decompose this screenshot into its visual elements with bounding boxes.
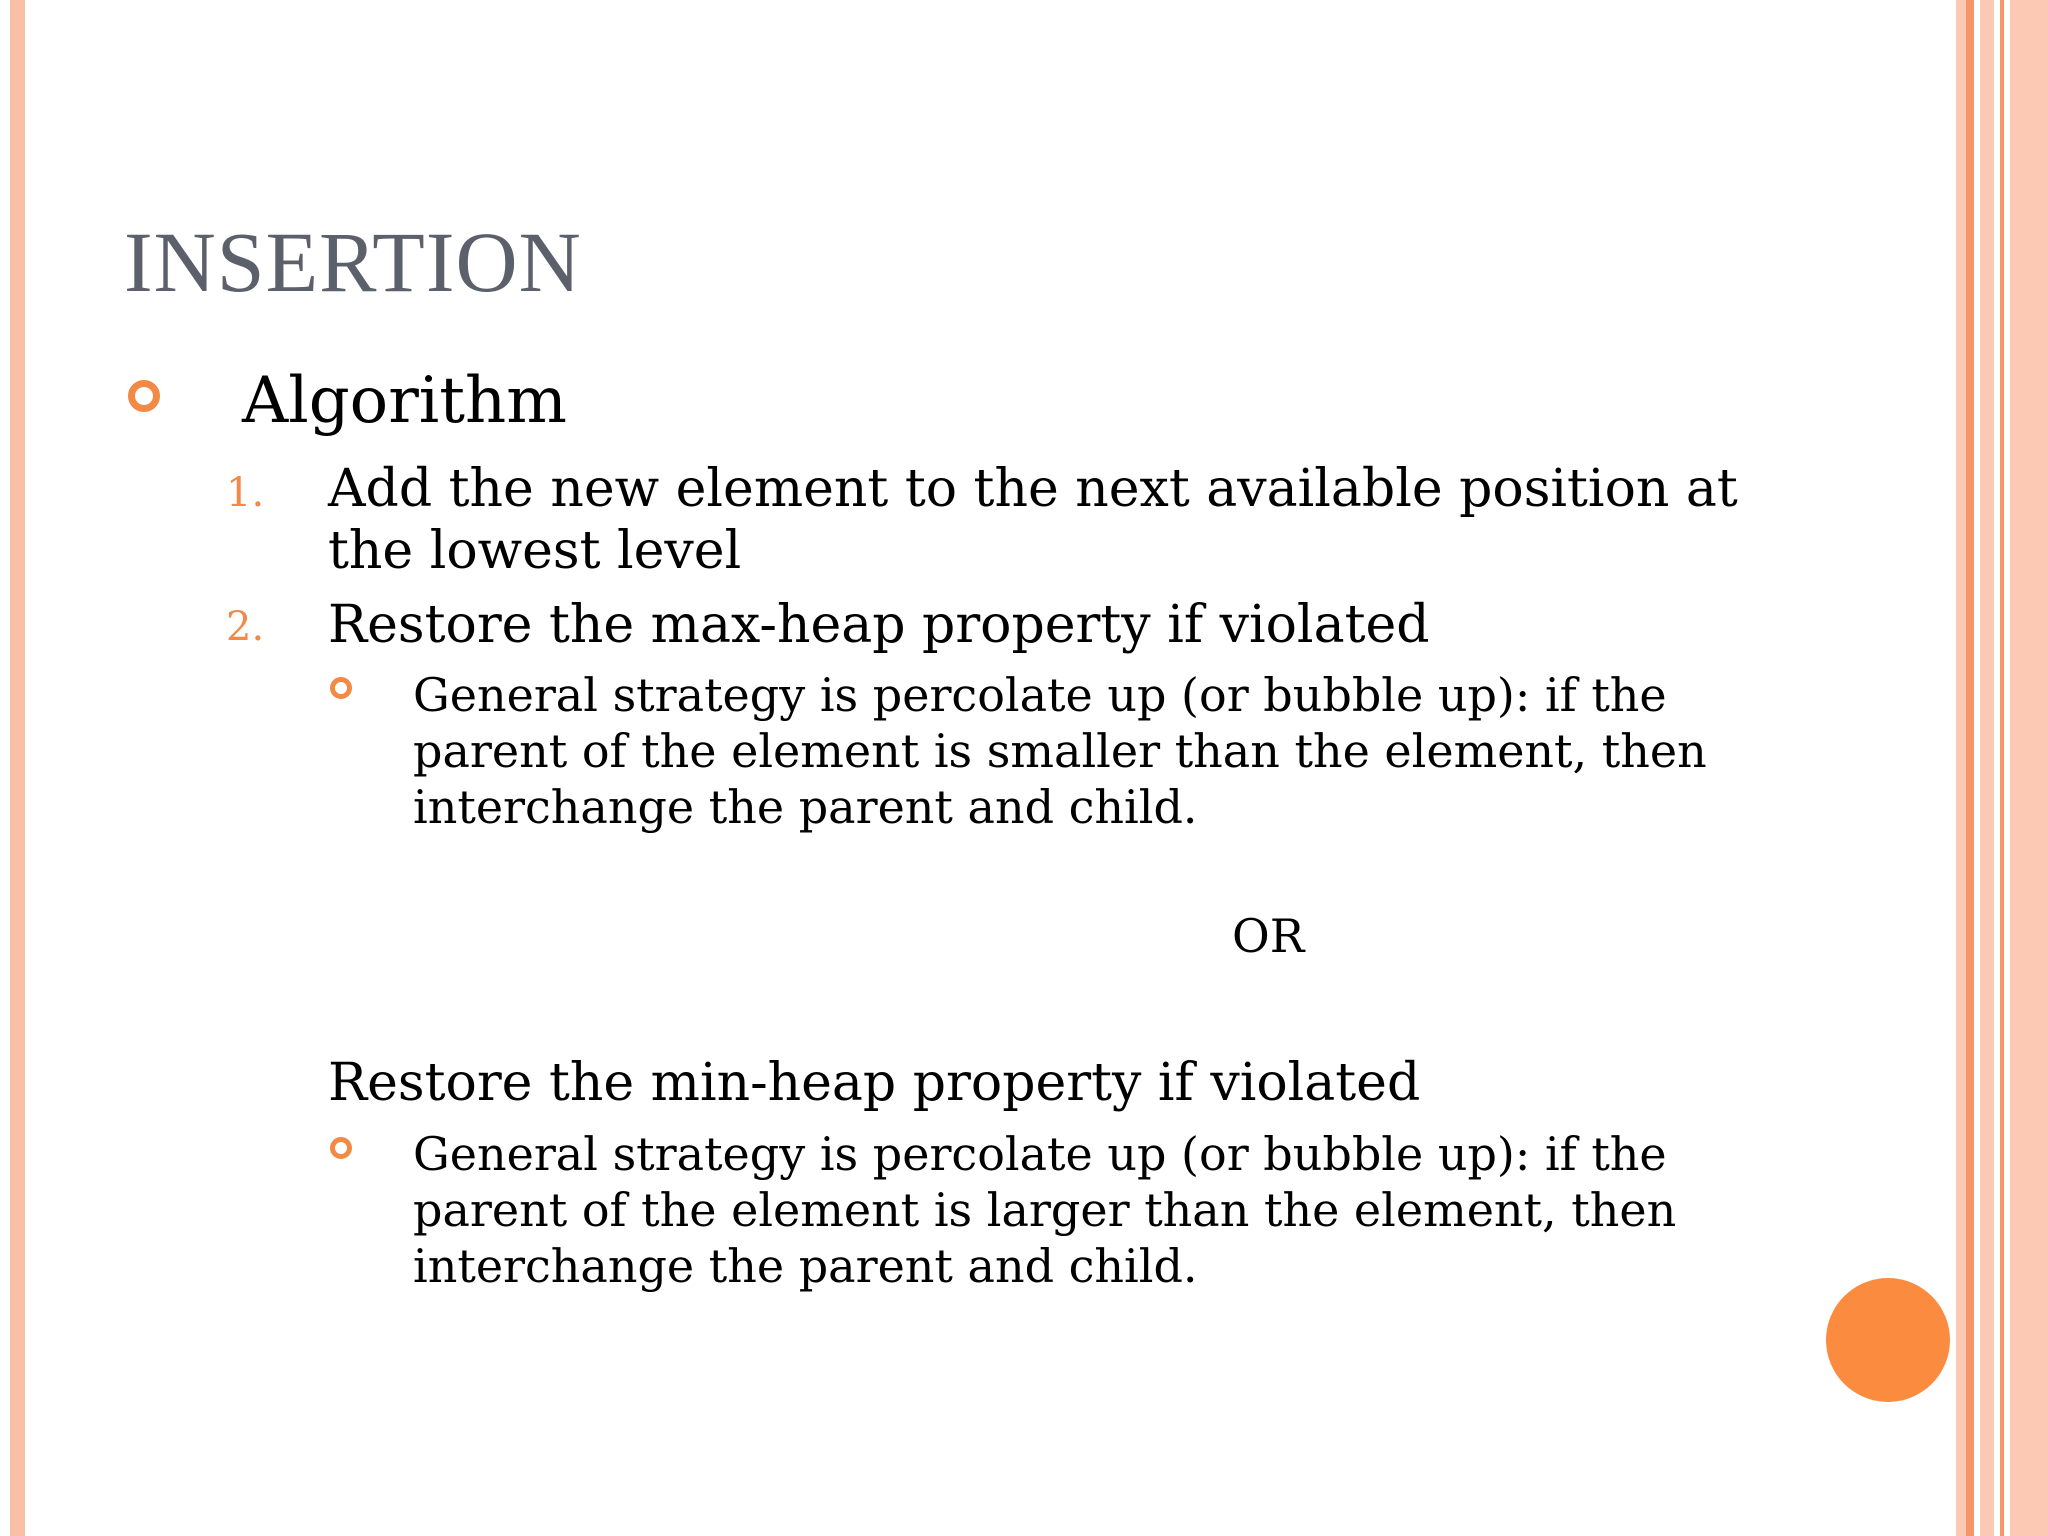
strategy-line: interchange the parent and child. [413, 1239, 1198, 1293]
ring-bullet-icon [330, 1137, 352, 1159]
or-separator: OR [1232, 909, 1305, 963]
min-heap-strategy [413, 1126, 1676, 1294]
heading-algorithm: Algorithm [242, 364, 567, 438]
step-1-line: the lowest level [328, 521, 742, 581]
orange-circle-decoration [1826, 1278, 1950, 1402]
max-heap-strategy [413, 667, 1707, 835]
strategy-line: interchange the parent and child. [413, 780, 1198, 834]
strategy-line: parent of the element is smaller than the element, then [413, 724, 1707, 778]
step-2-text: Restore the max-heap property if violated [328, 595, 1430, 655]
step-number: 1. [226, 470, 265, 516]
step-number: 2. [226, 604, 265, 650]
ring-bullet-icon [128, 380, 160, 412]
right-border-stripe [1956, 0, 1966, 1536]
strategy-line: General strategy is percolate up (or bubble up): if the [413, 1127, 1667, 1181]
step-1-line: Add the new element to the next available position at [328, 459, 1738, 519]
ring-bullet-icon [330, 677, 352, 699]
strategy-line: parent of the element is larger than the element, then [413, 1183, 1677, 1237]
right-border-stripe [2010, 0, 2048, 1536]
min-heap-step-text: Restore the min-heap property if violated [328, 1053, 1421, 1113]
strategy-line: General strategy is percolate up (or bubble up): if the [413, 668, 1667, 722]
left-border-stripe [10, 0, 25, 1536]
right-border-stripe [1966, 0, 1974, 1536]
right-border-stripe [1980, 0, 1994, 1536]
right-border-stripe [2000, 0, 2004, 1536]
slide-title: INSERTION [124, 214, 582, 310]
step-1-text [328, 458, 1738, 582]
